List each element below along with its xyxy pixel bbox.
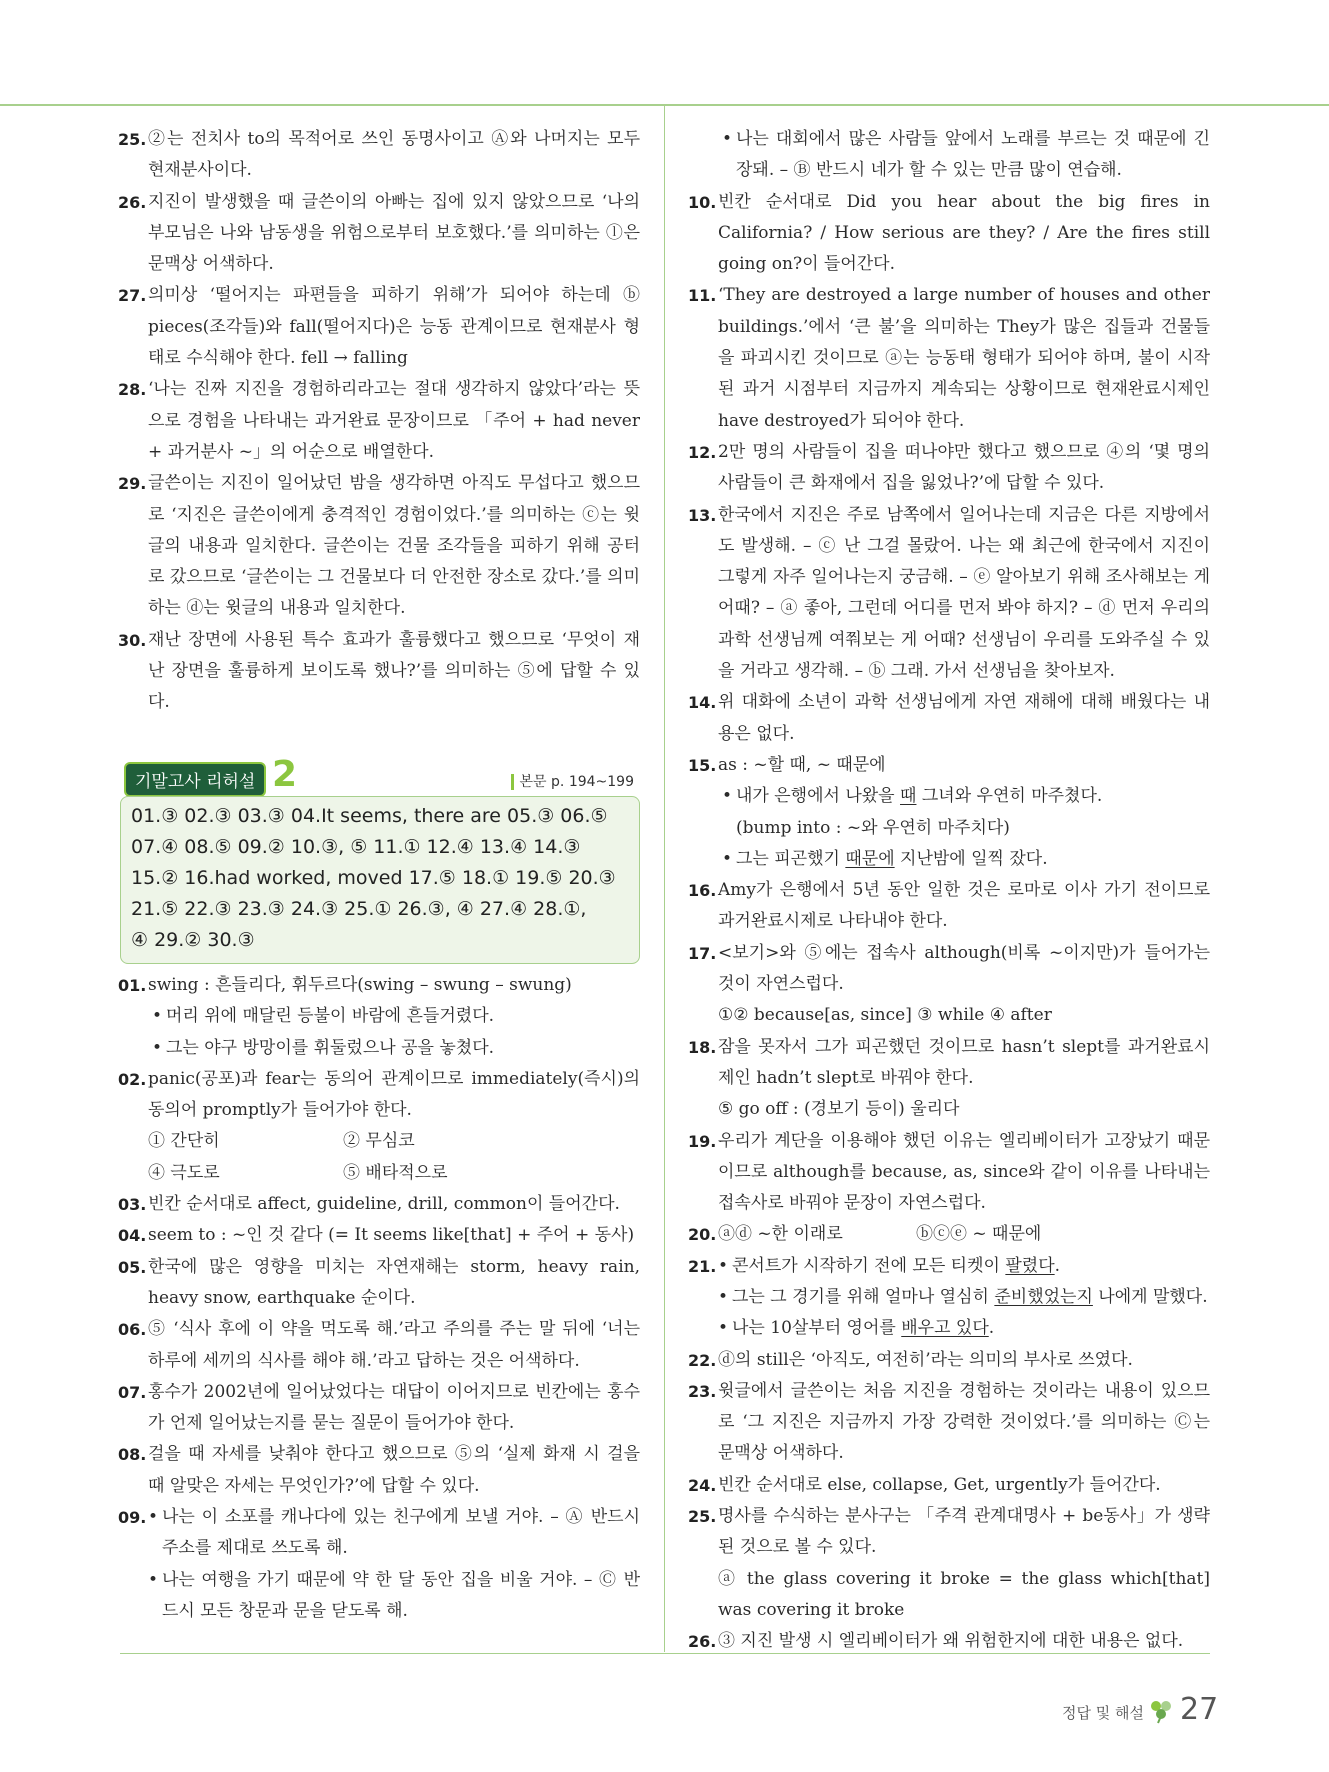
section-badge: 기말고사 리허설: [124, 762, 266, 797]
answer-item: 13. 한국에서 지진은 주로 남쪽에서 일어나는데 지금은 다른 지방에서도 발생해. – ⓒ 난 그걸 몰랐어. 나는 왜 최근에 한국에서 지진이 그렇게 자주 일어나는지 궁금해. – ⓔ 알아보기 위해 조사해보는 게 어때? – ⓐ 좋아, 그런데 어디를 먼저 봐야 하지? – ⓓ 먼저 우리의 과학 선생님께 여쭤보는 게 어때? 선생님이 우리를 도와주실 수 있을 거라고 생각해. – ⓑ 그래. 가서 선생님을 찾아보자.: [688, 504, 1210, 682]
answer-key-line: ④ 29.② 30.③: [131, 929, 255, 951]
answer-key-line: 21.⑤ 22.③ 23.③ 24.③ 25.① 26.③, ④ 27.④ 28.①,: [131, 898, 587, 920]
column-divider: [664, 104, 665, 1652]
note: ⓐ the glass covering it broke = the glass which[that] was covering it broke: [718, 1568, 1210, 1620]
right-column: [688, 124, 1210, 1658]
page-number: 27: [1180, 1692, 1219, 1727]
example-sentence: • 그는 야구 방망이를 휘둘렀으나 공을 놓쳤다.: [152, 1037, 495, 1058]
page-reference: 본문 p. 194~199: [511, 774, 634, 790]
answer-item: 05. 한국에 많은 영향을 미치는 자연재해는 storm, heavy rain, heavy snow, earthquake 순이다.: [118, 1256, 640, 1308]
answer-item: 24. 빈칸 순서대로 else, collapse, Get, urgently가 들어간다.: [688, 1474, 1161, 1495]
answer-item: 12. 2만 명의 사람들이 집을 떠나야만 했다고 했으므로 ④의 ‘몇 명의 사람들이 큰 화재에서 집을 잃었나?’에 답할 수 있다.: [688, 441, 1210, 494]
answer-item: 20. ⓐⓓ ~한 이래로 ⓑⓒⓔ ~ 때문에: [688, 1224, 1042, 1245]
example-sentence: • 나는 대회에서 많은 사람들 앞에서 노래를 부르는 것 때문에 긴장돼. – Ⓑ 반드시 네가 할 수 있는 만큼 많이 연습해.: [722, 129, 1210, 181]
option-row: ① 간단히 ② 무심코: [148, 1131, 415, 1152]
clover-leaf-icon: [1148, 1698, 1174, 1724]
answer-item: 28. ‘나는 진짜 지진을 경험하리라고는 절대 생각하지 않았다’라는 뜻으로 경험을 나타내는 과거완료 문장이므로 「주어 + had never + 과거분사 ~」의 어순으로 배열한다.: [118, 379, 640, 462]
answer-item: 06. ⑤ ‘식사 후에 이 약을 먹도록 해.’라고 주의를 주는 말 뒤에 ‘너는 하루에 세끼의 식사를 해야 해.’라고 답하는 것은 어색하다.: [118, 1319, 640, 1371]
example-sentence: • 나는 10살부터 영어를 배우고 있다.: [718, 1318, 995, 1339]
answer-item: 03. 빈칸 순서대로 affect, guideline, drill, common이 들어간다.: [118, 1194, 620, 1215]
answer-item: 16. Amy가 은행에서 5년 동안 일한 것은 로마로 이사 가기 전이므로 과거완료시제로 나타내야 한다.: [688, 880, 1210, 932]
answer-key-line: 07.④ 08.⑤ 09.② 10.③, ⑤ 11.① 12.④ 13.④ 14.③: [131, 836, 581, 858]
answer-key-line: 01.③ 02.③ 03.③ 04.It seems, there are 05.③ 06.⑤: [131, 805, 608, 827]
note: (bump into : ~와 우연히 마주치다): [736, 817, 1010, 838]
answer-item: 25. 명사를 수식하는 분사구는 「주격 관계대명사 + be동사」가 생략된 것으로 볼 수 있다.: [688, 1506, 1210, 1558]
answer-item: 29. 글쓴이는 지진이 일어났던 밤을 생각하면 아직도 무섭다고 했으므로 ‘지진은 글쓴이에게 충격적인 경험이었다.’를 의미하는 ⓒ는 윗글의 내용과 일치한다. 글쓴이는 건물 조각들을 피하기 위해 공터로 갔으므로 ‘글쓴이는 그 건물보다 더 안전한 장소로 갔다.’를 의미하는 ⓓ는 윗글의 내용과 일치한다.: [118, 473, 640, 619]
example-sentence: • 나는 여행을 가기 때문에 약 한 달 동안 집을 비울 거야. – Ⓒ 반드시 모든 창문과 문을 닫도록 해.: [148, 1569, 640, 1621]
example-sentence: • 그는 그 경기를 위해 얼마나 열심히 준비했었는지 나에게 말했다.: [718, 1286, 1208, 1307]
answer-item: 15. as : ~할 때, ~ 때문에: [688, 754, 886, 775]
example-sentence: • 머리 위에 매달린 등불이 바람에 흔들거렸다.: [152, 1006, 495, 1027]
answer-item: 01. swing : 흔들리다, 휘두르다(swing – swung – swung): [118, 975, 572, 995]
note: ⑤ go off : (경보기 등이) 울리다: [718, 1099, 960, 1120]
answer-key-line: 15.② 16.had worked, moved 17.⑤ 18.① 19.⑤ 20.③: [131, 867, 616, 889]
answer-item: 21. • 콘서트가 시작하기 전에 모든 티켓이 팔렸다.: [688, 1255, 1061, 1276]
answer-item: 04. seem to : ~인 것 같다 (= It seems like[that] + 주어 + 동사): [118, 1225, 635, 1246]
example-sentence: • 그는 피곤했기 때문에 지난밤에 일찍 잤다.: [722, 848, 1048, 869]
answer-item: 27. 의미상 ‘떨어지는 파편들을 피하기 위해’가 되어야 하는데 ⓑ pieces(조각들)와 fall(떨어지다)은 능동 관계이므로 현재분사 형태로 수식해야 한다. fell → falling: [118, 285, 640, 369]
answer-item: 26. 지진이 발생했을 때 글쓴이의 아빠는 집에 있지 않았으므로 ‘나의 부모님은 나와 남동생을 위험으로부터 보호했다.’를 의미하는 ⓛ은 문맥상 어색하다.: [118, 191, 640, 275]
answer-item: 18. 잠을 못자서 그가 피곤했던 것이므로 hasn’t slept를 과거완료시제인 hadn’t slept로 바꿔야 한다.: [688, 1036, 1210, 1088]
answer-item: 22. ⓓ의 still은 ‘아직도, 여전히’라는 의미의 부사로 쓰였다.: [688, 1349, 1133, 1370]
answer-item: 17. <보기>와 ⑤에는 접속사 although(비록 ~이지만)가 들어가는 것이 자연스럽다.: [688, 942, 1210, 995]
answer-item: 09. • 나는 이 소포를 캐나다에 있는 친구에게 보낼 거야. – Ⓐ 반드시 주소를 제대로 쓰도록 해.: [118, 1507, 640, 1559]
answer-item: 08. 걸을 때 자세를 낮춰야 한다고 했으므로 ⑤의 ‘실제 화재 시 걸을 때 알맞은 자세는 무엇인가?’에 답할 수 있다.: [118, 1444, 640, 1496]
answer-item: 26. ③ 지진 발생 시 엘리베이터가 왜 위험한지에 대한 내용은 없다.: [688, 1631, 1184, 1652]
answer-item: 19. 우리가 계단을 이용해야 했던 이유는 엘리베이터가 고장났기 때문이므로 although를 because, as, since와 같이 이유를 나타내는 접속사로 바꿔야 문장이 자연스럽다.: [688, 1130, 1210, 1214]
answer-item: 25. ②는 전치사 to의 목적어로 쓰인 동명사이고 Ⓐ와 나머지는 모두 현재분사이다.: [118, 129, 640, 181]
example-sentence: • 내가 은행에서 나왔을 때 그녀와 우연히 마주쳤다.: [722, 786, 1103, 807]
answer-item: 02. panic(공포)과 fear는 동의어 관계이므로 immediately(즉시)의 동의어 promptly가 들어가야 한다.: [118, 1068, 640, 1121]
answer-item: 07. 홍수가 2002년에 일어났었다는 대답이 이어지므로 빈칸에는 홍수가 언제 일어났는지를 묻는 질문이 들어가야 한다.: [118, 1381, 640, 1434]
answer-item: 14. 위 대화에 소년이 과학 선생님에게 자연 재해에 대해 배웠다는 내용은 없다.: [688, 692, 1210, 744]
left-column-bottom: [118, 970, 640, 1627]
note: ①② because[as, since] ③ while ④ after: [718, 1005, 1052, 1026]
answer-item: 23. 윗글에서 글쓴이는 처음 지진을 경험하는 것이라는 내용이 있으므로 ‘그 지진은 지금까지 가장 강력한 것이었다.’를 의미하는 Ⓒ는 문맥상 어색하다.: [688, 1380, 1210, 1464]
answer-key-box: [120, 796, 640, 964]
section-header: [124, 754, 640, 796]
left-column-top: [118, 124, 640, 719]
answer-item: 11. ‘They are destroyed a large number of houses and other buildings.’에서 ‘큰 불’을 의미하는 They가 많은 집들과 건물들을 파괴시킨 것이므로 ⓐ는 능동태 형태가 되어야 하며, 불이 시작된 과거 시점부터 지금까지 계속되는 상황이므로 현재완료시제인 have destroyed가 되어야 한다.: [688, 285, 1210, 431]
section-number: 2: [272, 754, 298, 795]
footer-label: 정답 및 해설: [1062, 1704, 1144, 1722]
answer-item: 10. 빈칸 순서대로 Did you hear about the big fires in California? / How serious are they? / Are the fires still going on?이 들어간다.: [688, 191, 1210, 275]
option-row: ④ 극도로 ⑤ 배타적으로: [148, 1162, 448, 1183]
answer-item: 30. 재난 장면에 사용된 특수 효과가 훌륭했다고 했으므로 ‘무엇이 재난 장면을 훌륭하게 보이도록 했나?’를 의미하는 ⑤에 답할 수 있다.: [118, 629, 640, 713]
